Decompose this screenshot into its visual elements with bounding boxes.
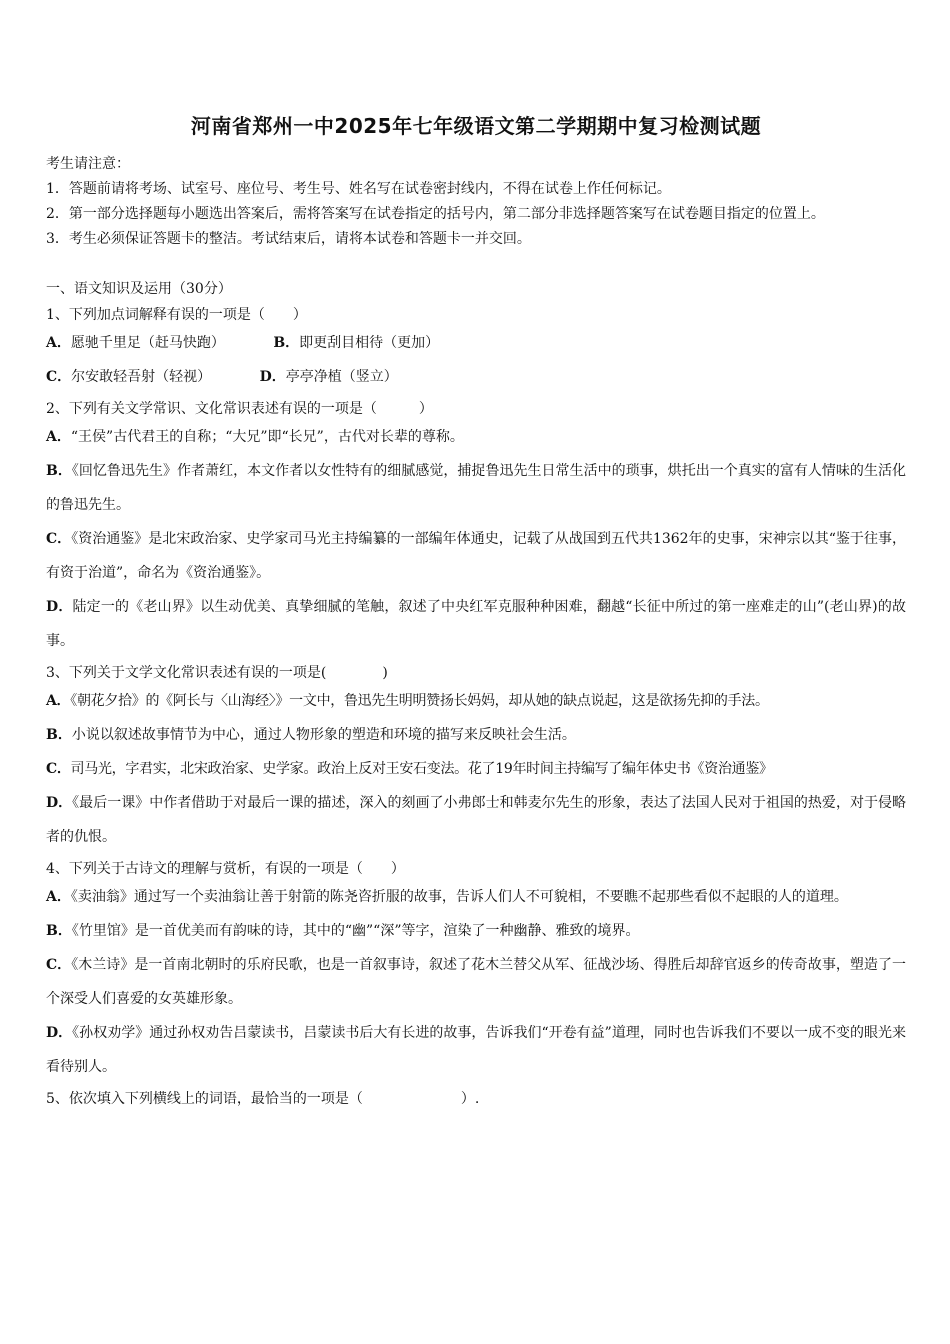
option-label: A． xyxy=(46,889,71,905)
question-1 xyxy=(46,304,906,394)
notice-item: 2．第一部分选择题每小题选出答案后，需将答案写在试卷指定的括号内，第二部分非选择题答案写在试卷题目指定的位置上。 xyxy=(46,206,825,222)
option-text: 愿驰千里足（赶马快跑） xyxy=(70,335,225,351)
candidate-notice xyxy=(46,152,906,252)
option-text: 《回忆鲁迅先生》作者萧红，本文作者以女性特有的细腻感觉，捕捉鲁迅先生日常生活中的琐事，烘托出一个真实的富有人情味的生活化的鲁迅先生。 xyxy=(46,463,906,513)
option-label: C． xyxy=(46,531,72,547)
option-c xyxy=(46,948,906,1016)
option-b xyxy=(46,718,906,752)
option-label: A． xyxy=(46,335,71,351)
option-label: D． xyxy=(259,369,286,385)
option-a xyxy=(46,420,906,454)
option-text: “王侯”古代君王的自称；“大兄”即“长兄”，古代对长辈的尊称。 xyxy=(70,429,464,445)
question-stem: 3、下列关于文学文化常识表述有误的一项是( ) xyxy=(46,665,388,681)
option-label: B． xyxy=(273,335,300,351)
option-a xyxy=(46,335,247,351)
question-5 xyxy=(46,1088,906,1110)
option-a xyxy=(46,684,906,718)
option-text: 《资治通鉴》是北宋政治家、史学家司马光主持编纂的一部编年体通史，记载了从战国到五代共1362年的史事，宋神宗以其“鉴于往事，有资于治道”，命名为《资治通鉴》。 xyxy=(46,531,906,581)
exam-page xyxy=(46,112,906,1110)
option-c xyxy=(46,522,906,590)
question-3 xyxy=(46,662,906,854)
option-c xyxy=(46,752,906,786)
question-2 xyxy=(46,398,906,658)
option-label: D． xyxy=(46,1025,73,1041)
option-b xyxy=(46,914,906,948)
option-text: 即更刮目相待（更加） xyxy=(299,335,440,351)
option-text: 《最后一课》中作者借助于对最后一课的描述，深入的刻画了小弗郎士和韩麦尔先生的形象，表达了法国人民对于祖国的热爱，对于侵略者的仇恨。 xyxy=(46,795,906,845)
question-stem: 4、下列关于古诗文的理解与赏析，有误的一项是（ ） xyxy=(46,861,405,877)
option-d xyxy=(46,1016,906,1084)
option-d xyxy=(46,590,906,658)
option-text: 陆定一的《老山界》以生动优美、真挚细腻的笔触，叙述了中央红军克服种种困难，翻越“长征中所过的第一座难走的山”(老山界)的故事。 xyxy=(46,599,906,649)
option-text: 亭亭净植（竖立） xyxy=(285,369,398,385)
option-c xyxy=(46,369,233,385)
notice-item: 3．考生必须保证答题卡的整洁。考试结束后，请将本试卷和答题卡一并交回。 xyxy=(46,231,531,247)
option-text: 《卖油翁》通过写一个卖油翁让善于射箭的陈尧咨折服的故事，告诉人们人不可貌相，不要瞧不起那些看似不起眼的人的道理。 xyxy=(70,889,848,905)
notice-heading: 考生请注意： xyxy=(46,156,130,172)
option-text: 小说以叙述故事情节为中心，通过人物形象的塑造和环境的描写来反映社会生活。 xyxy=(71,727,576,743)
question-stem: 5、依次填入下列横线上的词语，最恰当的一项是（ ）. xyxy=(46,1091,480,1107)
option-b xyxy=(273,335,461,351)
option-label: C． xyxy=(46,761,71,777)
option-label: B． xyxy=(46,923,72,939)
option-label: B． xyxy=(46,727,72,743)
option-row xyxy=(46,326,906,360)
option-text: 尔安敢轻吾射（轻视） xyxy=(71,369,212,385)
option-label: D． xyxy=(46,599,73,615)
option-a xyxy=(46,880,906,914)
option-label: D． xyxy=(46,795,73,811)
question-stem: 1、下列加点词解释有误的一项是（ ） xyxy=(46,307,307,323)
option-b xyxy=(46,454,906,522)
option-label: C． xyxy=(46,957,72,973)
option-label: A． xyxy=(46,693,71,709)
option-d xyxy=(260,369,420,385)
option-text: 司马光，字君实，北宋政治家、史学家。政治上反对王安石变法。花了19年时间主持编写了编年体史书《资治通鉴》 xyxy=(70,761,773,777)
option-text: 《竹里馆》是一首优美而有韵味的诗，其中的“幽”“深”等字，渲染了一种幽静、雅致的境界。 xyxy=(71,923,640,939)
option-label: A． xyxy=(46,429,71,445)
question-4 xyxy=(46,858,906,1084)
option-text: 《朝花夕拾》的《阿长与〈山海经〉》一文中，鲁迅先生明明赞扬长妈妈，却从她的缺点说起，这是欲扬先抑的手法。 xyxy=(70,693,769,709)
notice-item: 1．答题前请将考场、试室号、座位号、考生号、姓名写在试卷密封线内，不得在试卷上作任何标记。 xyxy=(46,181,671,197)
option-text: 《孙权劝学》通过孙权劝告吕蒙读书，吕蒙读书后大有长进的故事，告诉我们“开卷有益”道理，同时也告诉我们不要以一成不变的眼光来看待别人。 xyxy=(46,1025,907,1075)
page-title: 河南省郑州一中2025年七年级语文第二学期期中复习检测试题 xyxy=(190,114,762,138)
option-text: 《木兰诗》是一首南北朝时的乐府民歌，也是一首叙事诗，叙述了花木兰替父从军、征战沙场、得胜后却辞官返乡的传奇故事，塑造了一个深受人们喜爱的女英雄形象。 xyxy=(46,957,906,1007)
option-row xyxy=(46,360,906,394)
option-label: B． xyxy=(46,463,72,479)
section-heading: 一、语文知识及运用（30分） xyxy=(46,281,232,297)
option-label: C． xyxy=(46,369,72,385)
option-d xyxy=(46,786,906,854)
question-stem: 2、下列有关文学常识、文化常识表述有误的一项是（ ） xyxy=(46,401,433,417)
